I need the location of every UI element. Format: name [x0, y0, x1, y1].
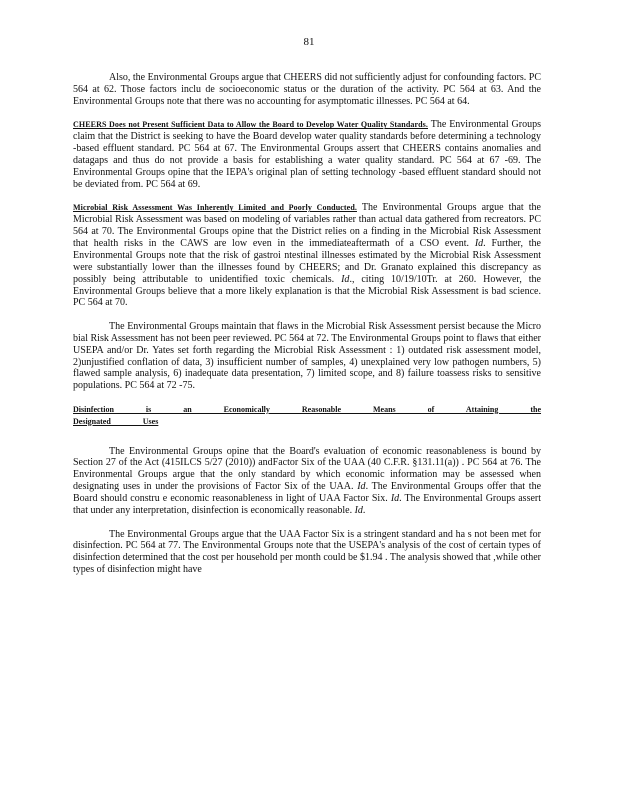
- paragraph-economic-text-c: . The Environmental Groups assert that under any interpretation, disinfection is economically reasonable.: [73, 493, 542, 517]
- paragraph-economic-text-a: The Environmental Groups opine that the Board's evaluation of economic reasonableness is bound by Section 27 of the Act (415ILCS 5/27 (2010)) andFactor Six of the UAA (40 C.F.R. §131.11(a)) . PC 564 at 76. The Environmental Groups argue that the only standard by which economic information may be assessed when designating uses in under the provisions of Factor Six of the UAA.: [73, 445, 541, 493]
- heading-microbial-risk: Microbial Risk Assessment Was Inherently Limited and Poorly Conducted.: [73, 203, 357, 213]
- paragraph-peer-review-flaws: The Environmental Groups maintain that flaws in the Microbial Risk Assessment persist because the Micro bial Risk Assessment has not been peer reviewed. PC 564 at 72. The Environmental Groups point to flaws that either USEPA and/or Dr. Yates set forth regarding the Microbial Risk Assessment : 1) outdated risk assessment model, 2)unjustified conflation of data, 3) insufficient number of samples, 4) unexplained very low pathogen numbers, 5) flawed sample analysis, 6) inadequate data presentation, 7) limited scope, and 8) failure toassess risks to sensitive populations. PC 564 at 72 -75.: [73, 320, 541, 392]
- paragraph-microbial-risk-text-c: ., citing 10/19/10Tr. at 260. However, the Environmental Groups believe that a more likely explanation is that the Microbial Risk Assessment is bad science. PC 564 at 70.: [73, 273, 541, 309]
- citation-id: Id: [354, 505, 363, 517]
- paragraph-cheers-data-text: The Environmental Groups claim that the District is seeking to have the Board develop water quality standards before determining a technology -based effluent standard. PC 564 at 67. The Environmental Groups assert that CHEERS contains anomalies and datagaps and thus do not provide a basis for establishing a water quality standard. PC 564 at 67 -69. The Environmental Groups opine that the IEPA's original plan of setting technology -based effluent standard should not be deviated from. PC 564 at 69.: [73, 119, 541, 190]
- section-heading-disinfection: Disinfection is an Economically Reasonable Means of Attaining the Designated Uses: [73, 404, 542, 426]
- paragraph-microbial-risk: [73, 202, 541, 309]
- page-number: 81: [303, 36, 315, 48]
- citation-id: Id: [357, 481, 366, 493]
- paragraph-economic-text-b: . The Environmental Groups offer that the Board should constru e economic reasonableness in light of UAA Factor Six.: [73, 481, 542, 505]
- paragraph-confounding-factors: Also, the Environmental Groups argue that CHEERS did not sufficiently adjust for confounding factors. PC 564 at 62. Those factors inclu de socioeconomic status or the duration of the activity. PC 564 at 63. And the Environmental Groups note that there was no accounting for asymptomatic illnesses. PC 564 at 64.: [73, 72, 541, 107]
- paragraph-uaa-factor-six: The Environmental Groups argue that the UAA Factor Six is a stringent standard and ha s not been met for disinfection. PC 564 at 77. The Environmental Groups note that the USEPA's analysis of the cost of certain types of disinfection determined that the cost per household per month could be $1.94 . The analysis showed that ,while other types of disinfection might have: [73, 528, 541, 576]
- citation-id: Id: [341, 273, 350, 285]
- document-body: [73, 72, 541, 588]
- citation-id: Id: [390, 493, 400, 505]
- paragraph-economic-reasonableness: [73, 446, 541, 517]
- heading-cheers-data: CHEERS Does not Present Sufficient Data to Allow the Board to Develop Water Quality Standards.: [73, 120, 428, 130]
- paragraph-microbial-risk-text-b: . Further, the Environmental Groups note that the risk of gastroi ntestinal illnesses estimated by the Microbial Risk Assessment were substantially lower than the illnesses found by CHEERS; and Dr. Granato explained this discrepancy as possibly being attributable to unidentified toxic chemicals.: [73, 237, 541, 285]
- paragraph-cheers-data: [73, 119, 541, 190]
- paragraph-microbial-risk-text-a: The Environmental Groups argue that the Microbial Risk Assessment was based on modeling of variables rather than actual data gathered from recreators. PC 564 at 70. The Environmental Groups opine that the District relies on a finding in the Microbial Risk Assessment that health risks in the CAWS are low even in the immediateaftermath of a CSO event.: [73, 202, 541, 249]
- citation-id: Id: [474, 237, 484, 249]
- paragraph-economic-text-d: .: [362, 505, 366, 517]
